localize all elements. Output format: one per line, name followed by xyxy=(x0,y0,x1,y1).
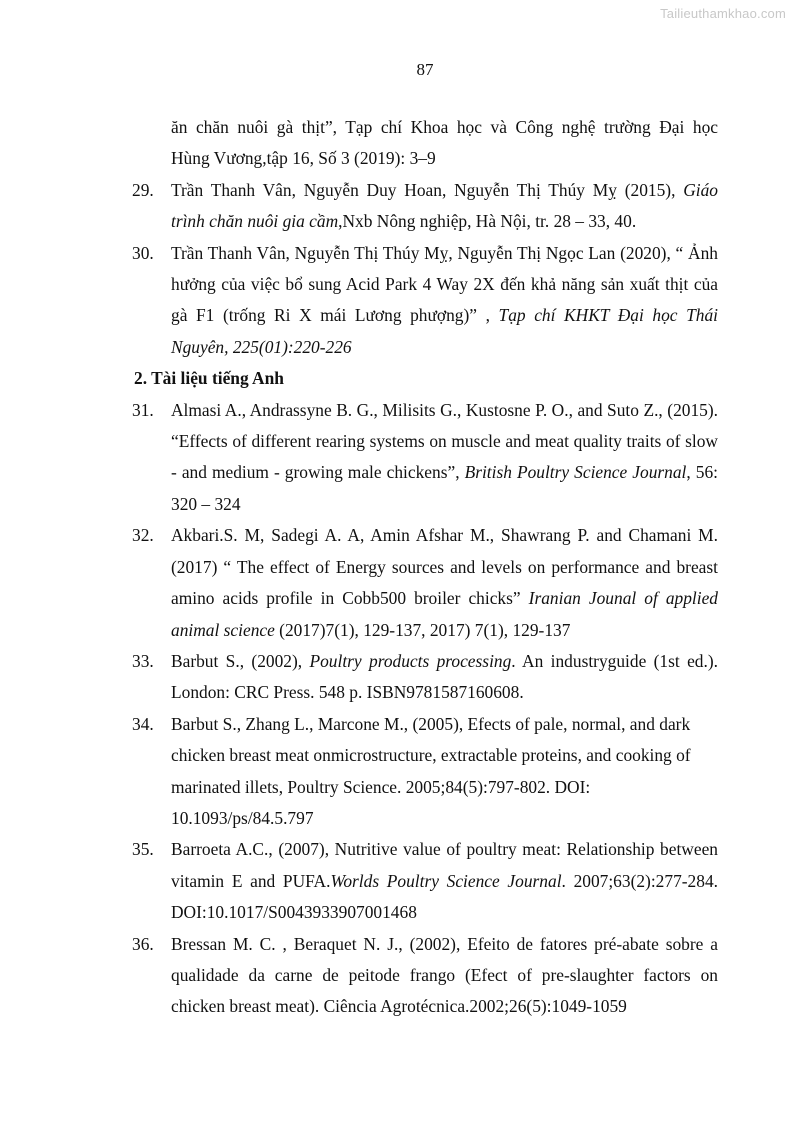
reference-text: . 2007;63(2):277-284. DOI:10.1017/S0043933907001468 xyxy=(171,870,718,923)
reference-number: 35. xyxy=(132,839,154,860)
reference-item xyxy=(132,520,718,646)
references-body xyxy=(132,112,718,1023)
reference-item xyxy=(132,834,718,928)
reference-title: Tạp chí KHKT Đại học Thái Nguyên, 225(01):220-226 xyxy=(171,305,718,357)
reference-number: 36. xyxy=(132,933,154,954)
reference-text: Barbut S., (2002), xyxy=(171,650,310,671)
reference-number: 30. xyxy=(132,242,154,263)
reference-number: 33. xyxy=(132,650,154,671)
page-number: 87 xyxy=(416,60,434,79)
reference-text: Barroeta A.C., (2007), Nutritive value of poultry meat: Relationship between vitamin E and PUFA. xyxy=(171,839,718,891)
reference-text: Trần Thanh Vân, Nguyễn Duy Hoan, Nguyễn Thị Thúy Mỵ (2015), xyxy=(171,179,684,200)
continuation-line: Hùng Vương,tập 16, Số 3 (2019): 3–9 xyxy=(171,148,436,169)
reference-text: , 56: 320 – 324 xyxy=(171,462,718,514)
reference-title: Giáo trình chăn nuôi gia cầm xyxy=(171,179,718,232)
section-heading: 2. Tài liệu tiếng Anh xyxy=(134,368,284,389)
reference-title: Worlds Poultry Science Journal xyxy=(330,870,562,891)
reference-text: Bressan M. C. , Beraquet N. J., (2002), Efeito de fatores pré-abate sobre a qualidade da carne de peitode frango (Efect of pre-slaughter factors on chicken breast meat). Ciência Agrotécnica.2002;26(5):1049-1059 xyxy=(171,933,718,1017)
reference-title: British Poultry Science Journal xyxy=(464,462,687,483)
reference-text: . An industryguide (1st ed.). London: CRC Press. 548 p. ISBN9781587160608. xyxy=(171,650,718,703)
continuation-line: ăn chăn nuôi gà thịt”, Tạp chí Khoa học và Công nghệ trường Đại học xyxy=(171,117,718,137)
reference-item xyxy=(132,175,718,238)
reference-continuation xyxy=(132,112,718,175)
watermark: Tailieuthamkhao.com xyxy=(660,6,786,21)
reference-text: Barbut S., Zhang L., Marcone M., (2005), Efects of pale, normal, and dark chicken breast meat onmicrostructure, extractable proteins, and cooking of marinated illets, Poultry Science. 2005;84(5):797-802. DOI: 10.1093/ps/84.5.797 xyxy=(171,713,691,828)
reference-item xyxy=(132,395,718,521)
reference-number: 31. xyxy=(132,399,154,420)
reference-text: (2017)7(1), 129-137, 2017) 7(1), 129-137 xyxy=(274,619,571,640)
reference-text: Trần Thanh Vân, Nguyễn Thị Thúy Mỵ, Nguyễn Thị Ngọc Lan (2020), “ Ảnh hưởng của việc bổ sung Acid Park 4 Way 2X đến khả năng sản xuất thịt của gà F1 (trống Ri X mái Lương phượng)” , xyxy=(171,242,718,326)
reference-text: Akbari.S. M, Sadegi A. A, Amin Afshar M., Shawrang P. and Chamani M. (2017) “ The effect of Energy sources and levels on performance and breast amino acids profile in Cobb500 broiler chicks” xyxy=(171,525,718,609)
reference-item xyxy=(132,709,718,835)
reference-item xyxy=(132,646,718,709)
reference-title: Poultry products processing xyxy=(309,650,512,671)
reference-item xyxy=(132,238,718,364)
reference-item xyxy=(132,929,718,1023)
reference-title: Iranian Jounal of applied animal science xyxy=(171,588,718,640)
reference-text: Almasi A., Andrassyne B. G., Milisits G., Kustosne P. O., and Suto Z., (2015). “Effects of different rearing systems on muscle and meat quality traits of slow - and medium - growing male chickens”, xyxy=(171,399,718,483)
reference-text: ,Nxb Nông nghiệp, Hà Nội, tr. 28 – 33, 40. xyxy=(338,211,637,232)
reference-number: 29. xyxy=(132,179,154,200)
reference-number: 32. xyxy=(132,525,154,546)
reference-number: 34. xyxy=(132,713,154,734)
